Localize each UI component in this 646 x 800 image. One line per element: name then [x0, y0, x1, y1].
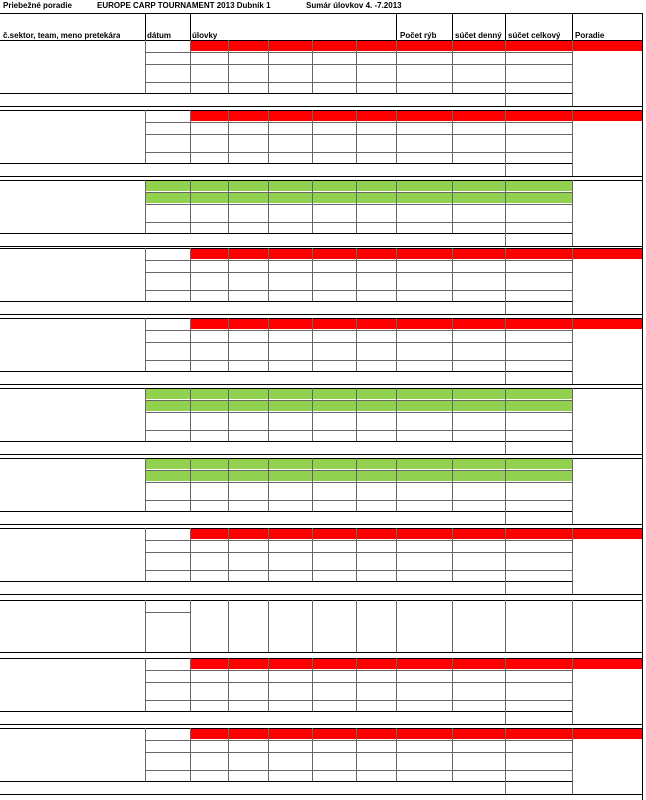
grid-line-v [572, 581, 573, 594]
grid-line-v [452, 13, 453, 40]
grid-line-v [145, 728, 146, 781]
highlight-green [146, 459, 572, 469]
grid-line-v [268, 528, 269, 581]
grid-line-v [505, 728, 506, 781]
grid-line-v [312, 600, 313, 652]
grid-line-h [145, 770, 572, 771]
grid-line-h [145, 260, 572, 261]
grid-line-h [145, 740, 572, 741]
grid-line-v [505, 93, 506, 106]
grid-line-v [396, 318, 397, 371]
grid-line-h [0, 728, 642, 729]
grid-line-v [505, 581, 506, 594]
grid-line-h [0, 248, 642, 249]
grid-line-v [572, 301, 573, 314]
highlight-green [146, 389, 572, 399]
grid-line-v [396, 110, 397, 163]
report-title: Priebežné poradie [3, 1, 72, 10]
highlight-red [190, 659, 642, 669]
grid-line-v [396, 458, 397, 511]
grid-line-v [228, 248, 229, 301]
grid-line-v [228, 318, 229, 371]
grid-line-h [0, 180, 642, 181]
grid-line-v [356, 248, 357, 301]
grid-line-h [145, 412, 572, 413]
grid-line-h [145, 222, 572, 223]
grid-line-h [145, 470, 572, 471]
grid-line-h [145, 682, 572, 683]
highlight-red [190, 41, 642, 51]
grid-line-v [572, 528, 573, 581]
grid-line-v [145, 658, 146, 711]
grid-line-h [145, 330, 572, 331]
grid-line-v [505, 458, 506, 511]
grid-line-v [505, 180, 506, 233]
grid-line-v [145, 318, 146, 371]
grid-line-v [190, 600, 191, 652]
highlight-red [190, 319, 642, 329]
grid-line-v [452, 388, 453, 441]
grid-line-v [145, 458, 146, 511]
col-header-catches: úlovky [192, 31, 218, 40]
grid-line-h [145, 64, 572, 65]
grid-line-h [0, 652, 642, 653]
grid-line-h [145, 342, 572, 343]
grid-line-v [190, 728, 191, 781]
grid-line-v [356, 318, 357, 371]
grid-line-h [145, 192, 572, 193]
grid-line-v [505, 301, 506, 314]
grid-line-v [145, 248, 146, 301]
grid-line-h [0, 388, 642, 389]
grid-line-v [145, 600, 146, 652]
grid-line-v [452, 658, 453, 711]
grid-line-v [572, 110, 573, 163]
grid-line-h [0, 13, 642, 14]
grid-line-v [356, 388, 357, 441]
grid-line-v [356, 728, 357, 781]
grid-line-v [356, 600, 357, 652]
grid-line-h [145, 482, 572, 483]
grid-line-v [268, 110, 269, 163]
grid-line-v [505, 528, 506, 581]
grid-line-v [228, 528, 229, 581]
grid-line-v [452, 458, 453, 511]
highlight-red [190, 111, 642, 121]
grid-line-v [452, 528, 453, 581]
grid-line-v [505, 388, 506, 441]
grid-line-v [190, 13, 191, 40]
grid-line-v [190, 658, 191, 711]
grid-line-v [452, 180, 453, 233]
grid-line-h [0, 106, 642, 107]
col-header-daily-sum: súčet denný [455, 31, 502, 40]
grid-line-h [145, 612, 190, 613]
grid-line-h [145, 430, 572, 431]
grid-line-v [572, 163, 573, 176]
grid-line-v [145, 388, 146, 441]
grid-line-v [312, 110, 313, 163]
grid-line-h [0, 658, 642, 659]
highlight-red [190, 529, 642, 539]
grid-line-h [145, 82, 572, 83]
grid-line-h [0, 233, 572, 234]
grid-line-v [572, 458, 573, 511]
grid-line-v [452, 728, 453, 781]
grid-line-v [572, 441, 573, 454]
grid-line-v [190, 248, 191, 301]
grid-line-v [228, 388, 229, 441]
grid-line-h [0, 40, 642, 41]
grid-line-v [190, 458, 191, 511]
grid-line-v [505, 248, 506, 301]
grid-line-h [0, 600, 642, 601]
grid-line-v [268, 458, 269, 511]
grid-line-v [505, 13, 506, 40]
grid-line-v [572, 40, 573, 93]
grid-line-h [0, 110, 642, 111]
grid-line-v [396, 13, 397, 40]
grid-line-v [505, 781, 506, 794]
grid-line-v [356, 658, 357, 711]
grid-line-h [0, 301, 572, 302]
grid-line-v [396, 388, 397, 441]
grid-line-v [572, 658, 573, 711]
grid-line-h [0, 246, 642, 247]
grid-line-v [396, 728, 397, 781]
grid-line-v [452, 248, 453, 301]
grid-line-v [190, 388, 191, 441]
grid-line-h [0, 724, 642, 725]
grid-line-v [228, 658, 229, 711]
grid-line-v [356, 458, 357, 511]
grid-line-v [505, 441, 506, 454]
grid-line-v [572, 781, 573, 794]
grid-line-h [0, 314, 642, 315]
grid-line-v [396, 528, 397, 581]
grid-line-h [0, 93, 572, 94]
grid-line-v [356, 180, 357, 233]
grid-line-v [505, 711, 506, 724]
grid-line-h [0, 524, 642, 525]
grid-line-v [505, 110, 506, 163]
grid-line-v [268, 248, 269, 301]
grid-line-v [312, 728, 313, 781]
grid-line-v [572, 728, 573, 781]
grid-line-v [396, 248, 397, 301]
grid-line-h [0, 176, 642, 177]
grid-line-v [312, 658, 313, 711]
grid-line-v [572, 93, 573, 106]
col-header-fish-count: Počet rýb [400, 31, 437, 40]
grid-line-h [0, 458, 642, 459]
highlight-green [146, 181, 572, 191]
grid-line-h [145, 122, 572, 123]
grid-line-v [228, 600, 229, 652]
grid-line-v [312, 180, 313, 233]
grid-line-h [0, 581, 572, 582]
grid-line-v [312, 388, 313, 441]
grid-line-v [572, 388, 573, 441]
grid-line-v [145, 180, 146, 233]
grid-line-v [312, 528, 313, 581]
grid-line-v [228, 180, 229, 233]
grid-line-v [190, 528, 191, 581]
grid-line-v [356, 40, 357, 93]
grid-line-h [0, 711, 572, 712]
grid-line-v [145, 110, 146, 163]
grid-line-v [396, 658, 397, 711]
highlight-red [190, 249, 642, 259]
grid-line-v [228, 728, 229, 781]
grid-line-v [190, 180, 191, 233]
grid-line-h [0, 371, 572, 372]
grid-line-v [190, 318, 191, 371]
grid-line-v [505, 371, 506, 384]
grid-line-h [145, 134, 572, 135]
grid-line-h [0, 441, 572, 442]
grid-line-v [505, 233, 506, 246]
grid-line-v [452, 110, 453, 163]
grid-line-h [0, 528, 642, 529]
col-header-sector: č.sektor, team, meno pretekára [3, 31, 121, 40]
grid-line-v [572, 711, 573, 724]
catch-summary: Sumár úlovkov 4. -7.2013 [306, 1, 402, 10]
grid-line-h [145, 752, 572, 753]
highlight-green [146, 193, 572, 203]
grid-line-v [505, 600, 506, 652]
grid-line-v [268, 318, 269, 371]
highlight-green [146, 471, 572, 481]
grid-line-h [0, 511, 572, 512]
grid-line-v [452, 318, 453, 371]
grid-line-v [356, 528, 357, 581]
grid-line-v [190, 110, 191, 163]
grid-line-v [312, 248, 313, 301]
grid-line-v [572, 248, 573, 301]
grid-line-h [145, 290, 572, 291]
grid-line-h [0, 794, 642, 795]
grid-line-v [572, 371, 573, 384]
grid-line-v [505, 318, 506, 371]
grid-line-h [145, 670, 572, 671]
grid-line-v [452, 600, 453, 652]
grid-line-h [145, 540, 572, 541]
grid-line-h [145, 700, 572, 701]
grid-line-v [396, 40, 397, 93]
grid-line-v [505, 511, 506, 524]
grid-line-v [268, 600, 269, 652]
grid-line-h [145, 400, 572, 401]
grid-line-v [572, 318, 573, 371]
grid-line-v [145, 40, 146, 93]
highlight-red [190, 729, 642, 739]
grid-line-h [0, 454, 642, 455]
grid-line-v [505, 163, 506, 176]
event-name: EUROPE CARP TOURNAMENT 2013 Dubník 1 [97, 1, 271, 10]
grid-line-v [268, 388, 269, 441]
grid-line-v [312, 40, 313, 93]
grid-line-v [145, 528, 146, 581]
grid-line-v [145, 13, 146, 40]
grid-line-v [228, 458, 229, 511]
grid-line-v [572, 511, 573, 524]
grid-line-h [145, 272, 572, 273]
grid-line-h [145, 360, 572, 361]
grid-line-h [0, 163, 572, 164]
grid-line-h [145, 500, 572, 501]
grid-line-h [145, 204, 572, 205]
grid-line-v [572, 180, 573, 233]
grid-line-v [312, 458, 313, 511]
grid-line-v [642, 13, 643, 800]
grid-line-h [0, 384, 642, 385]
grid-line-v [312, 318, 313, 371]
grid-line-h [0, 594, 642, 595]
grid-line-v [268, 728, 269, 781]
col-header-total-sum: súčet celkový [508, 31, 561, 40]
grid-line-v [268, 180, 269, 233]
grid-line-h [0, 318, 642, 319]
grid-line-v [190, 40, 191, 93]
grid-line-h [145, 552, 572, 553]
grid-line-v [572, 13, 573, 40]
grid-line-v [268, 658, 269, 711]
grid-line-h [145, 570, 572, 571]
col-header-date: dátum [147, 31, 171, 40]
grid-line-h [145, 152, 572, 153]
grid-line-v [268, 40, 269, 93]
grid-line-v [228, 110, 229, 163]
grid-line-h [145, 52, 572, 53]
grid-line-v [228, 40, 229, 93]
grid-line-v [452, 40, 453, 93]
grid-line-v [505, 658, 506, 711]
grid-line-v [396, 180, 397, 233]
highlight-green [146, 401, 572, 411]
grid-line-v [572, 600, 573, 652]
grid-line-v [396, 600, 397, 652]
grid-line-v [505, 40, 506, 93]
grid-line-v [572, 233, 573, 246]
grid-line-v [356, 110, 357, 163]
col-header-rank: Poradie [575, 31, 605, 40]
grid-line-h [0, 781, 572, 782]
